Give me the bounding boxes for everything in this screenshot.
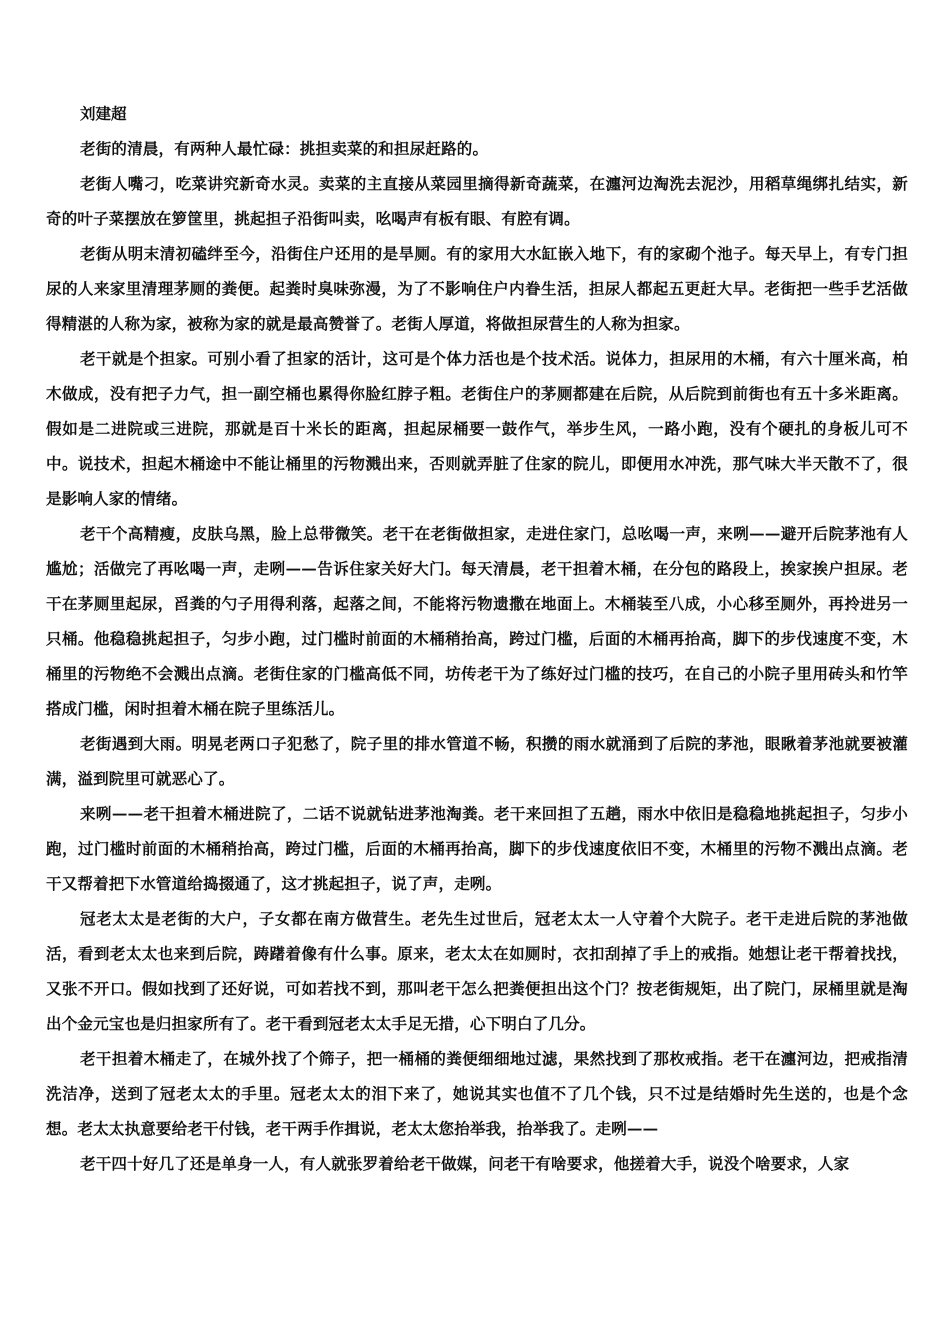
paragraph-6: 老街遇到大雨。明晃老两口子犯愁了，院子里的排水管道不畅，积攒的雨水就涌到了后院的茅池，眼瞅着茅池就要被灌满，溢到院里可就恶心了。 — [46, 734, 908, 788]
paragraph-4: 老干就是个担家。可别小看了担家的活计，这可是个体力活也是个技术活。说体力，担尿用的木桶，有六十厘米高，柏木做成，没有把子力气，担一副空桶也累得你脸红脖子粗。老街住户的茅厕都建在后院，从后院到前街也有五十多米距离。假如是二进院或三进院，那就是百十米长的距离，担起尿桶要一鼓作气，举步生风，一路小跑，没有个硬扎的身板儿可不中。说技术，担起木桶途中不能让桶里的污物溅出来，否则就弄脏了住家的院儿，即便用水冲洗，那气味大半天散不了，很是影响人家的情绪。 — [46, 349, 908, 508]
paragraph-8: 冠老太太是老街的大户，子女都在南方做营生。老先生过世后，冠老太太一人守着个大院子。老干走进后院的茅池做活，看到老太太也来到后院，踌躇着像有什么事。原来，老太太在如厕时，衣扣刮掉了手上的戒指。她想让老干帮着找找，又张不开口。假如找到了还好说，可如若找不到，那叫老干怎么把粪便担出这个门？按老街规矩，出了院门，尿桶里就是淘出个金元宝也是归担家所有了。老干看到冠老太太手足无措，心下明白了几分。 — [46, 909, 908, 1033]
paragraph-5: 老干个高精瘦，皮肤乌黑，脸上总带微笑。老干在老街做担家，走进住家门，总吆喝一声，来咧——避开后院茅池有人尴尬；活做完了再吆喝一声，走咧——告诉住家关好大门。每天清晨，老干担着木桶，在分包的路段上，挨家挨户担尿。老干在茅厕里起尿，舀粪的勺子用得利落，起落之间，不能将污物遗撒在地面上。木桶装至八成，小心移至厕外，再拎进另一只桶。他稳稳挑起担子，匀步小跑，过门槛时前面的木桶稍抬高，跨过门槛，后面的木桶再抬高，脚下的步伐速度不变，木桶里的污物绝不会溅出点滴。老街住家的门槛高低不同，坊传老干为了练好过门槛的技巧，在自己的小院子里用砖头和竹竿搭成门槛，闲时担着木桶在院子里练活儿。 — [46, 524, 908, 718]
paragraph-3: 老街从明末清初磕绊至今，沿街住户还用的是旱厕。有的家用大水缸嵌入地下，有的家砌个池子。每天早上，有专门担尿的人来家里清理茅厕的粪便。起粪时臭味弥漫，为了不影响住户内眷生活，担尿人都起五更赶大早。老街把一些手艺活做得精湛的人称为家，被称为家的就是最高赞誉了。老街人厚道，将做担尿营生的人称为担家。 — [46, 244, 908, 333]
author-name: 刘建超 — [80, 104, 127, 123]
paragraph-7: 来咧——老干担着木桶进院了，二话不说就钻进茅池淘粪。老干来回担了五趟，雨水中依旧是稳稳地挑起担子，匀步小跑，过门槛时前面的木桶稍抬高，跨过门槛，后面的木桶再抬高，脚下的步伐速度依旧不变，木桶里的污物不溅出点滴。老干又帮着把下水管道给捣掇通了，这才挑起担子，说了声，走咧。 — [46, 804, 908, 893]
article-body — [46, 96, 908, 1181]
paragraph-9: 老干担着木桶走了，在城外找了个筛子，把一桶桶的粪便细细地过滤，果然找到了那枚戒指。老干在瀍河边，把戒指清洗洁净，送到了冠老太太的手里。冠老太太的泪下来了，她说其实也值不了几个钱，只不过是结婚时先生送的，也是个念想。老太太执意要给老干付钱，老干两手作揖说，老太太您抬举我，抬举我了。走咧—— — [46, 1049, 908, 1138]
paragraph-2: 老街人嘴刁，吃菜讲究新奇水灵。卖菜的主直接从菜园里摘得新奇蔬菜，在瀍河边淘洗去泥沙，用稻草绳绑扎结实，新奇的叶子菜摆放在箩筐里，挑起担子沿街叫卖，吆喝声有板有眼、有腔有调。 — [46, 174, 908, 228]
paragraph-10: 老干四十好几了还是单身一人，有人就张罗着给老干做媒，问老干有啥要求，他搓着大手，说没个啥要求，人家 — [80, 1154, 850, 1173]
paragraph-1: 老街的清晨，有两种人最忙碌：挑担卖菜的和担尿赶路的。 — [80, 139, 489, 158]
